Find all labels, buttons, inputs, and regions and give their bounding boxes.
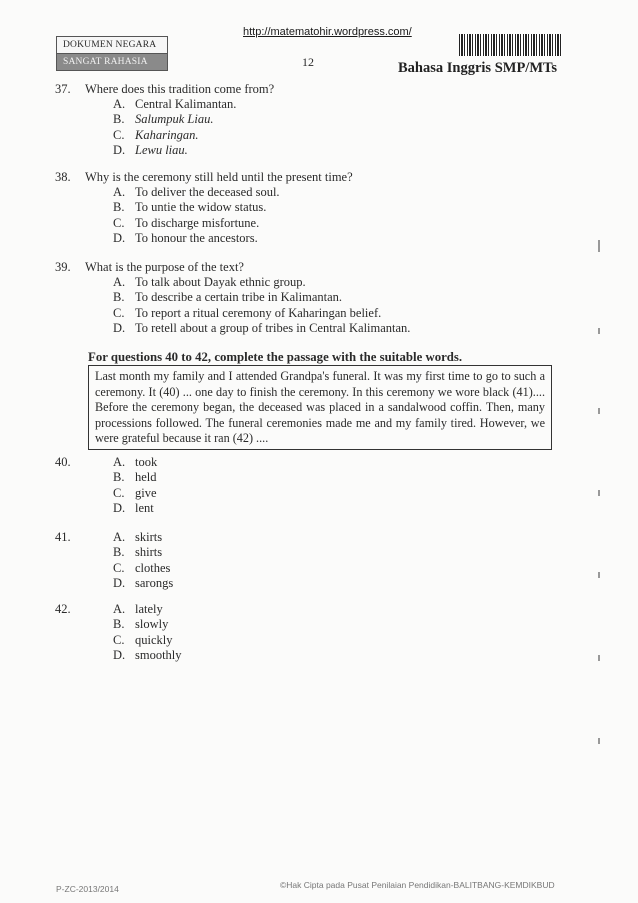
option-d[interactable] (113, 231, 280, 246)
option-letter: C. (113, 305, 125, 320)
option-a[interactable] (113, 275, 410, 290)
option-letter: B. (113, 200, 125, 215)
question-number: 40. (55, 455, 71, 469)
option-letter: A. (113, 455, 126, 469)
footer-copyright: ©Hak Cipta pada Pusat Penilaian Pendidikan-BALITBANG-KEMDIKBUD (280, 880, 555, 890)
option-text: Central Kalimantan. (135, 97, 237, 111)
option-text: held (135, 470, 157, 485)
option-text: took (135, 455, 158, 469)
scan-mark (598, 328, 600, 334)
option-d[interactable] (113, 576, 173, 591)
question-number: 38. (55, 170, 71, 184)
option-letter: A. (113, 530, 126, 544)
option-letter: C. (113, 485, 125, 500)
option-letter: D. (113, 576, 126, 591)
option-c[interactable] (113, 306, 410, 321)
option-text: give (135, 485, 157, 500)
option-a[interactable] (113, 185, 280, 200)
option-text: Lewu liau. (135, 143, 188, 158)
option-d[interactable] (113, 648, 182, 663)
option-text: smoothly (135, 648, 182, 663)
question-stem: Why is the ceremony still held until the present time? (85, 170, 353, 184)
option-a[interactable] (113, 602, 182, 617)
option-text: shirts (135, 545, 163, 560)
option-text: To retell about a group of tribes in Central Kalimantan. (135, 321, 411, 336)
cloze-passage: Last month my family and I attended Grandpa's funeral. It was my first time to go to such a ceremony. It (40) ... one day to finish the ceremony. In this ceremony we wore black (41).... Before the ceremony began, the deceased was placed in a sandalwood coffin. Then, many processions followed. The funeral ceremonies made me and my family tired. However, we were grateful because it ran (42) .... (88, 365, 552, 450)
option-b[interactable] (113, 617, 182, 632)
scan-mark (598, 408, 600, 414)
option-text: lent (135, 501, 154, 516)
option-letter: B. (113, 545, 125, 560)
option-text: To untie the widow status. (135, 200, 267, 215)
option-text: quickly (135, 632, 173, 647)
option-letter: C. (113, 215, 125, 230)
page-number: 12 (302, 55, 314, 69)
option-letter: D. (113, 648, 126, 663)
question-stem: Where does this tradition come from? (85, 82, 275, 96)
option-letter: B. (113, 470, 125, 485)
question-number: 42. (55, 602, 71, 616)
doc-label: DOKUMEN NEGARA (57, 37, 167, 54)
option-d[interactable] (113, 321, 410, 336)
option-letter: C. (113, 560, 125, 575)
option-b[interactable] (113, 112, 236, 127)
option-text: To honour the ancestors. (135, 231, 258, 246)
option-letter: D. (113, 321, 126, 336)
question-stem: What is the purpose of the text? (85, 260, 244, 274)
option-text: To report a ritual ceremony of Kaharingan belief. (135, 305, 382, 320)
question-number: 39. (55, 260, 71, 274)
barcode-graphic (459, 34, 562, 56)
option-text: Kaharingan. (135, 127, 199, 142)
option-letter: C. (113, 127, 125, 142)
scan-mark (598, 655, 600, 661)
subject-title: Bahasa Inggris SMP/MTs (398, 60, 557, 76)
option-c[interactable] (113, 561, 173, 576)
scan-mark (598, 572, 600, 578)
option-text: To deliver the deceased soul. (135, 185, 280, 199)
option-letter: A. (113, 275, 126, 289)
footer-code: P-ZC-2013/2014 (56, 884, 119, 894)
option-letter: A. (113, 97, 126, 111)
option-letter: B. (113, 290, 125, 305)
option-letter: B. (113, 112, 125, 127)
option-d[interactable] (113, 143, 236, 158)
option-a[interactable] (113, 455, 157, 470)
option-letter: B. (113, 617, 125, 632)
option-letter: D. (113, 231, 126, 246)
option-b[interactable] (113, 470, 157, 485)
source-url-link[interactable]: http://matematohir.wordpress.com/ (243, 26, 412, 38)
scan-mark (598, 240, 600, 252)
option-text: To talk about Dayak ethnic group. (135, 275, 306, 289)
option-c[interactable] (113, 216, 280, 231)
question-number: 41. (55, 530, 71, 544)
option-c[interactable] (113, 486, 157, 501)
option-c[interactable] (113, 633, 182, 648)
section-instruction: For questions 40 to 42, complete the passage with the suitable words. (88, 350, 463, 364)
document-classification-box (56, 36, 168, 71)
option-letter: D. (113, 143, 126, 158)
option-text: sarongs (135, 576, 174, 591)
scan-mark (598, 490, 600, 496)
option-a[interactable] (113, 530, 173, 545)
option-b[interactable] (113, 545, 173, 560)
scan-mark (598, 738, 600, 744)
option-text: Salumpuk Liau. (135, 112, 214, 127)
question-number: 37. (55, 82, 71, 96)
option-d[interactable] (113, 501, 157, 516)
option-b[interactable] (113, 200, 280, 215)
secret-label: SANGAT RAHASIA (57, 54, 167, 70)
option-letter: A. (113, 185, 126, 199)
option-text: clothes (135, 560, 171, 575)
option-text: slowly (135, 617, 169, 632)
option-letter: A. (113, 602, 126, 616)
option-a[interactable] (113, 97, 236, 112)
option-letter: C. (113, 632, 125, 647)
option-text: To discharge misfortune. (135, 215, 260, 230)
option-text: To describe a certain tribe in Kalimantan. (135, 290, 343, 305)
option-b[interactable] (113, 290, 410, 305)
option-text: lately (135, 602, 163, 616)
option-text: skirts (135, 530, 163, 544)
option-c[interactable] (113, 128, 236, 143)
option-letter: D. (113, 501, 126, 516)
